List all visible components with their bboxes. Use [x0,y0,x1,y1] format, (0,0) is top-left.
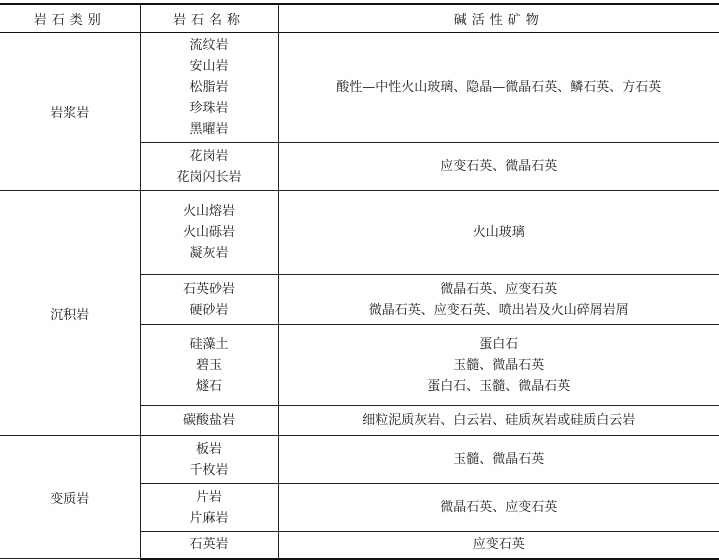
minerals-cell [278,33,719,143]
rock-name: 花岗岩 [141,146,278,167]
minerals-cell [278,143,719,191]
rock-name: 凝灰岩 [141,243,278,264]
rock-name: 流纹岩 [141,35,278,56]
rock-names-cell [140,33,278,143]
rock-names-cell [140,406,278,436]
mineral-text: 玉髓、微晶石英 [279,355,719,376]
rock-name: 碧玉 [141,355,278,376]
rock-name: 片麻岩 [141,508,278,529]
rock-name: 千枚岩 [141,460,278,481]
minerals-cell [278,484,719,532]
mineral-text: 应变石英 [279,534,719,555]
rock-names-cell [140,143,278,191]
mineral-text: 微晶石英、应变石英、喷出岩及火山碎屑岩屑 [279,300,719,321]
rock-names-cell [140,436,278,484]
rock-name: 石英岩 [141,534,278,555]
rock-names-cell [140,191,278,275]
rock-name: 黑曜岩 [141,119,278,140]
table-row [0,436,719,484]
table-row [0,33,719,143]
minerals-cell [278,191,719,275]
minerals-cell [278,325,719,406]
mineral-text: 蛋白石 [279,334,719,355]
table-header-row [0,4,719,33]
rock-mineral-table [0,3,719,560]
rock-name: 燧石 [141,376,278,397]
minerals-cell [278,406,719,436]
rock-names-cell [140,484,278,532]
mineral-text: 微晶石英、应变石英 [279,279,719,300]
rock-name: 硬砂岩 [141,300,278,321]
rock-names-cell [140,532,278,559]
mineral-text: 蛋白石、玉髓、微晶石英 [279,376,719,397]
rock-names-cell [140,325,278,406]
rock-name: 板岩 [141,439,278,460]
table-row [0,191,719,275]
mineral-text: 应变石英、微晶石英 [279,156,719,177]
mineral-text: 酸性—中性火山玻璃、隐晶—微晶石英、鳞石英、方石英 [279,77,719,98]
rock-name: 松脂岩 [141,77,278,98]
rock-name: 安山岩 [141,56,278,77]
minerals-cell [278,275,719,325]
minerals-cell [278,532,719,559]
rock-name: 石英砂岩 [141,279,278,300]
mineral-text: 火山玻璃 [279,222,719,243]
rock-names-cell [140,275,278,325]
header-alkali-active-mineral: 碱活性矿物 [278,4,719,33]
rock-name: 硅藻土 [141,334,278,355]
minerals-cell [278,436,719,484]
rock-name: 珍珠岩 [141,98,278,119]
category-cell: 岩浆岩 [0,33,140,191]
mineral-text: 微晶石英、应变石英 [279,497,719,518]
mineral-text: 细粒泥质灰岩、白云岩、硅质灰岩或硅质白云岩 [279,410,719,431]
mineral-text: 玉髓、微晶石英 [279,449,719,470]
header-rock-category: 岩石类别 [0,4,140,33]
header-rock-name: 岩石名称 [140,4,278,33]
rock-name: 火山砾岩 [141,222,278,243]
rock-name: 火山熔岩 [141,201,278,222]
rock-name: 片岩 [141,487,278,508]
rock-name: 花岗闪长岩 [141,167,278,188]
category-cell: 变质岩 [0,436,140,559]
rock-name: 碳酸盐岩 [141,410,278,431]
category-cell: 沉积岩 [0,191,140,436]
